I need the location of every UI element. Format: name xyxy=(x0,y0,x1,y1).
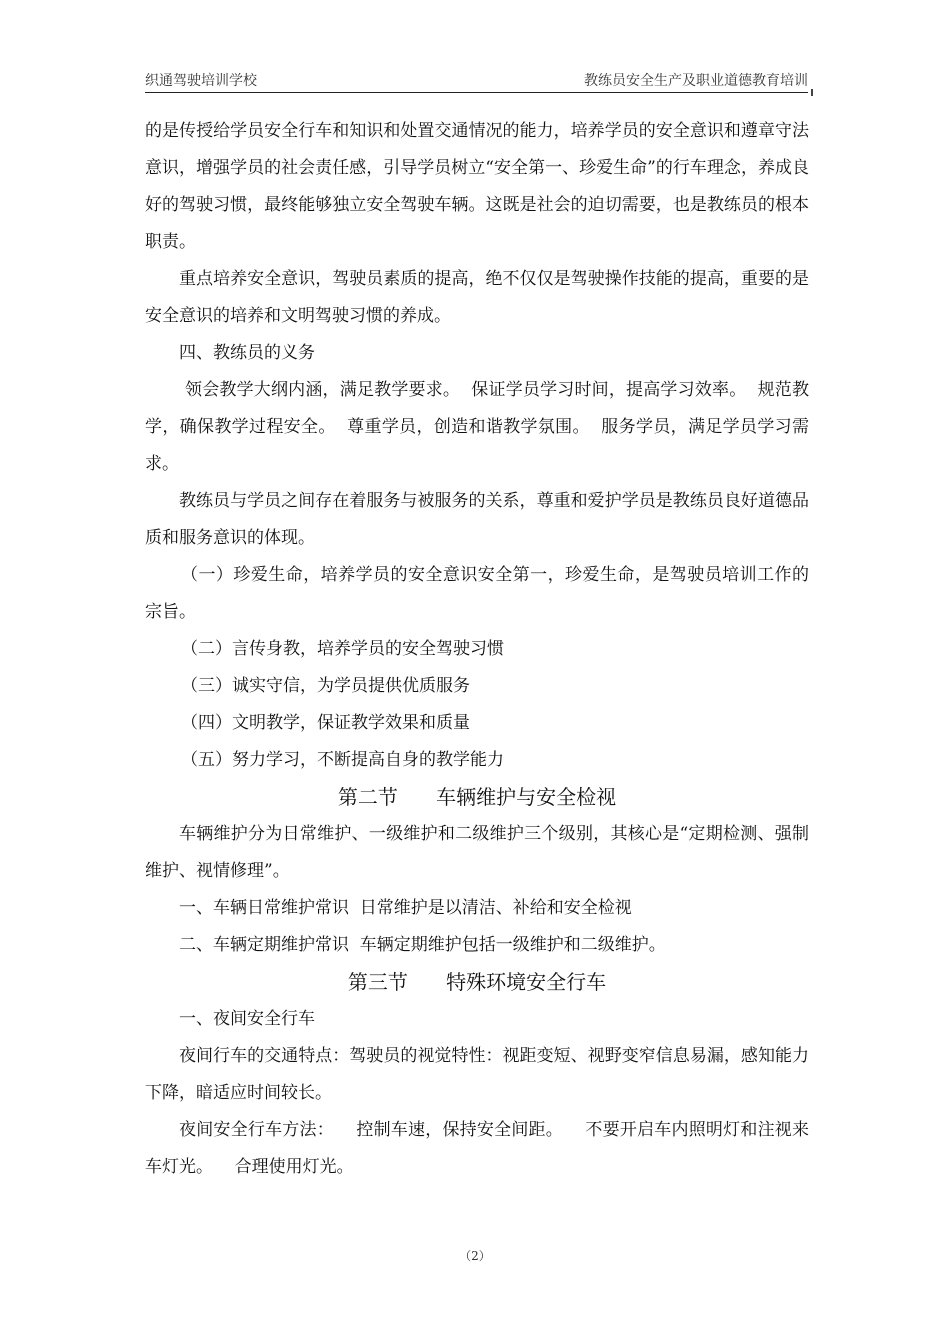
page-header xyxy=(145,68,808,93)
header-school-name: 织通驾驶培训学校 xyxy=(145,73,257,89)
paragraph-night-methods: 夜间安全行车方法： 控制车速，保持安全间距。 不要开启车内照明灯和注视来车灯光。 合理使用灯光。 xyxy=(145,1120,809,1177)
list-item-1: （一）珍爱生命，培养学员的安全意识安全第一，珍爱生命，是驾驶员培训工作的宗旨。 xyxy=(145,565,809,622)
subheading-coach-duties: 四、教练员的义务 xyxy=(179,343,315,363)
list-item-2: （二）言传身教，培养学员的安全驾驶习惯 xyxy=(181,639,504,659)
list-item-3: （三）诚实守信，为学员提供优质服务 xyxy=(181,676,470,696)
subheading-night-driving: 一、夜间安全行车 xyxy=(179,1009,315,1029)
page-body xyxy=(145,113,809,1186)
paragraph-duties-list: 领会教学大纲内涵，满足教学要求。 保证学员学习时间，提高学习效率。 规范教学，确保教学过程安全。 尊重学员，创造和谐教学氛围。 服务学员，满足学员学习需求。 xyxy=(145,380,809,474)
paragraph-safety-awareness: 重点培养安全意识，驾驶员素质的提高，绝不仅仅是驾驶操作技能的提高，重要的是安全意识的培养和文明驾驶习惯的养成。 xyxy=(145,269,809,326)
paragraph-maintenance-levels: 车辆维护分为日常维护、一级维护和二级维护三个级别，其核心是“定期检测、强制维护、视情修理”。 xyxy=(145,824,809,881)
header-corner-mark xyxy=(811,89,813,96)
header-course-title: 教练员安全生产及职业道德教育培训 xyxy=(584,73,808,89)
section-heading-2: 第二节 车辆维护与安全检视 xyxy=(337,785,617,809)
paragraph-continued: 的是传授给学员安全行车和知识和处置交通情况的能力，培养学员的安全意识和遵章守法意识，增强学员的社会责任感，引导学员树立“安全第一、珍爱生命”的行车理念，养成良好的驾驶习惯，最终能够独立安全驾驶车辆。这既是社会的迫切需要，也是教练员的根本职责。 xyxy=(145,121,809,252)
list-item-5: （五）努力学习，不断提高自身的教学能力 xyxy=(181,750,504,770)
paragraph-service-relationship: 教练员与学员之间存在着服务与被服务的关系，尊重和爱护学员是教练员良好道德品质和服务意识的体现。 xyxy=(145,491,809,548)
page-number: （2） xyxy=(459,1249,491,1263)
list-item-4: （四）文明教学，保证教学效果和质量 xyxy=(181,713,470,733)
paragraph-periodic-maintenance: 二、车辆定期维护常识 车辆定期维护包括一级维护和二级维护。 xyxy=(179,935,666,955)
section-heading-3: 第三节 特殊环境安全行车 xyxy=(347,970,607,994)
paragraph-daily-maintenance: 一、车辆日常维护常识 日常维护是以清洁、补给和安全检视 xyxy=(179,898,632,918)
paragraph-night-traffic: 夜间行车的交通特点：驾驶员的视觉特性：视距变短、视野变窄信息易漏，感知能力下降，暗适应时间较长。 xyxy=(145,1046,809,1103)
